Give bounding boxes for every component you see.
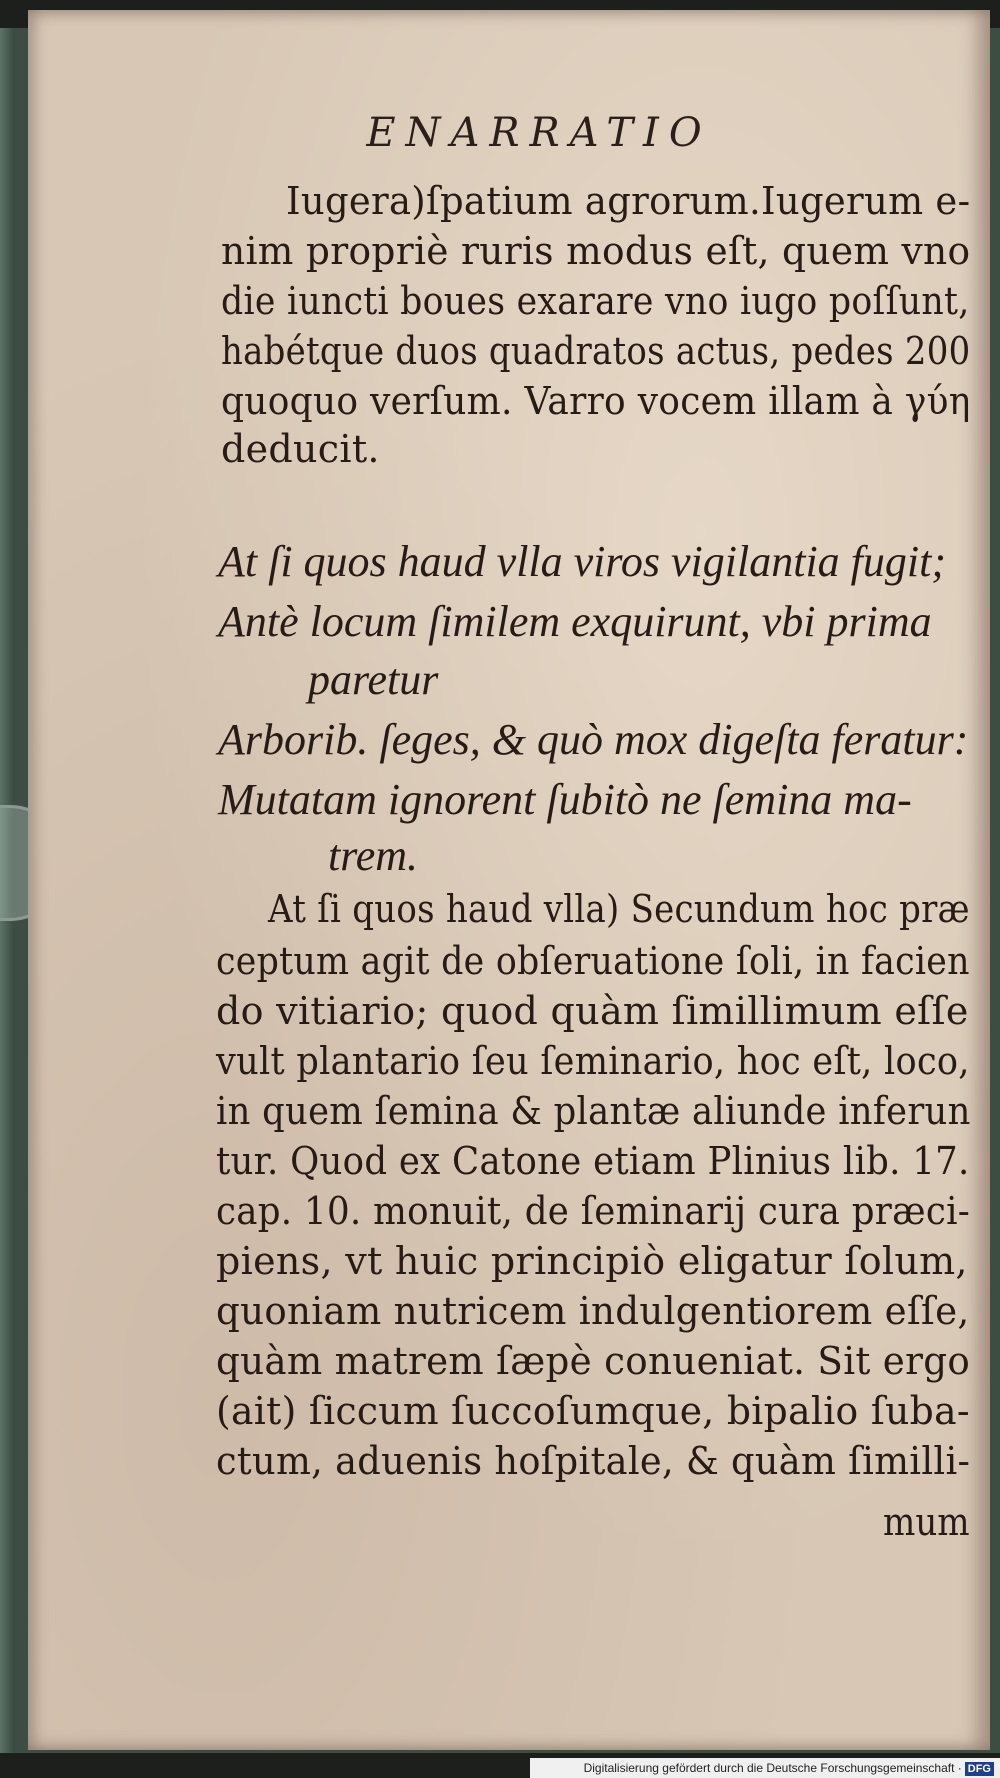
text-line: piens, vt huic principiò eligatur ſolum, <box>216 1239 968 1283</box>
running-header: ENARRATIO <box>366 110 712 156</box>
text-line: vult plantario ſeu ſeminario, hoc eſt, loco, <box>216 1039 970 1083</box>
text-line: ceptum agit de obſeruatione ſoli, in facien <box>216 939 970 983</box>
verse-line: At ſi quos haud vlla viros vigilantia fugit; <box>218 537 946 586</box>
text-line: At ſi quos haud vlla) Secundum hoc præ <box>268 887 970 931</box>
text-line: deducit. <box>221 427 380 471</box>
verse-line: Mutatam ignorent ſubitò ne ſemina ma- <box>218 775 912 824</box>
digitization-credit <box>530 1758 1000 1778</box>
text-line: quàm matrem ſæpè conueniat. Sit ergo <box>216 1339 971 1383</box>
credit-text: Digitalisierung gefördert durch die Deutsche Forschungsgemeinschaft · <box>583 1761 962 1775</box>
text-line: tur. Quod ex Catone etiam Plinius lib. 17. <box>216 1139 970 1183</box>
text-line: cap. 10. monuit, de ſeminarij cura præci- <box>216 1189 971 1233</box>
verse-line: Arborib. ſeges, & quò mox digeſta feratur: <box>218 715 969 764</box>
verse-line: trem. <box>328 831 419 880</box>
text-line: (ait) ſiccum ſuccoſumque, bipalio ſuba- <box>216 1389 970 1433</box>
text-line: quoniam nutricem indulgentiorem eſſe, <box>216 1289 970 1333</box>
catchword: mum <box>883 1500 970 1544</box>
text-line: nim propriè ruris modus eſt, quem vno <box>221 229 971 273</box>
text-line: Iugera)ſpatium agrorum.Iugerum e- <box>286 179 971 223</box>
text-line: do vitiario; quod quàm ſimillimum eſſe <box>216 989 969 1033</box>
dfg-logo: DFG <box>965 1762 994 1776</box>
text-line: ctum, aduenis hoſpitale, & quàm ſimilli- <box>216 1439 971 1483</box>
verse-line: Antè locum ſimilem exquirunt, vbi prima <box>218 597 932 646</box>
text-line: in quem ſemina & plantæ aliunde inferun <box>216 1089 971 1133</box>
book-page <box>28 10 990 1750</box>
text-line: quoquo verſum. Varro vocem illam à γύη <box>221 379 971 423</box>
text-line: die iuncti boues exarare vno iugo poſſunt, <box>221 279 970 323</box>
text-line: habétque duos quadratos actus, pedes 200 <box>221 329 971 373</box>
verse-line: paretur <box>308 655 439 704</box>
